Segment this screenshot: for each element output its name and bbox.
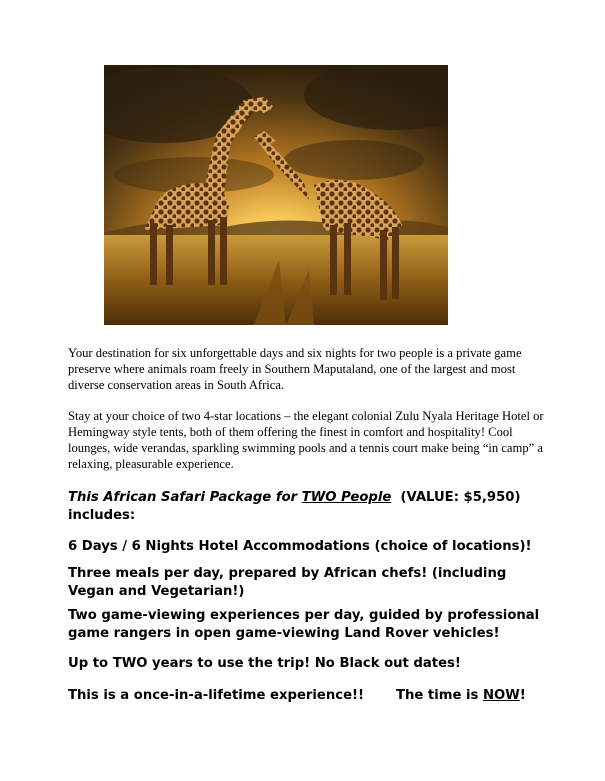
stay-paragraph: Stay at your choice of two 4-star locations – the elegant colonial Zulu Nyala Heritage Hotel or Hemingway style tents, both of them offering the finest in comfort and hospitality! Cool lounges, wide verandas, sparkling swimming pools and a tennis court make being “in camp” a relaxing, pleasurable experience. xyxy=(68,409,544,471)
feature-meals: Three meals per day, prepared by African chefs! (including Vegan and Vegetarian!) xyxy=(68,566,507,599)
bang-text: ! xyxy=(519,688,526,703)
feature-accommodations: 6 Days / 6 Nights Hotel Accommodations (choice of locations)! xyxy=(68,539,532,554)
now-text: NOW xyxy=(482,688,520,703)
package-includes: includes: xyxy=(68,507,136,523)
giraffe-sunset-image xyxy=(104,65,448,325)
package-value: (VALUE: $5,950) xyxy=(400,490,521,505)
closing-line xyxy=(68,687,568,705)
giraffe-photo xyxy=(104,65,448,325)
closing-left-text: This is a once-in-a-lifetime experience!! xyxy=(68,688,365,703)
intro-paragraph: Your destination for six unforgettable days and six nights for two people is a private game preserve where animals roam freely in Southern Maputaland, one of the largest and most diverse conservation areas in South Africa. xyxy=(68,346,522,392)
time-is-text: The time is xyxy=(396,688,483,703)
package-heading xyxy=(68,489,548,524)
closing-right-text xyxy=(396,687,526,705)
feature-years: Up to TWO years to use the trip! No Black out dates! xyxy=(68,656,461,671)
two-people-text: TWO People xyxy=(301,490,392,505)
package-intro-text: This African Safari Package for xyxy=(68,490,302,505)
feature-game-viewing: Two game-viewing experiences per day, guided by professional game rangers in open game-viewing Land Rover vehicles! xyxy=(68,608,540,641)
